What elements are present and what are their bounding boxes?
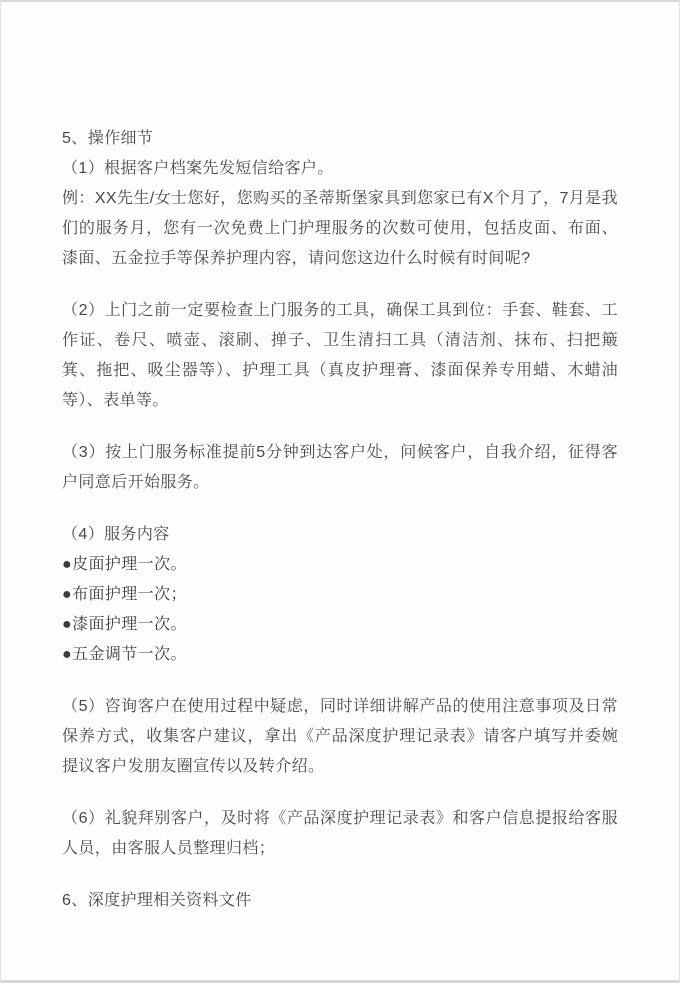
paragraph: （3）按上门服务标准提前5分钟到达客户处，问候客户，自我介绍，征得客户同意后开始服务。 [62, 444, 618, 491]
list-item: ●五金调节一次。 [62, 646, 187, 663]
list-item: ●漆面护理一次。 [62, 616, 187, 633]
paragraph: （2）上门之前一定要检查上门服务的工具，确保工具到位：手套、鞋套、工作证、卷尺、喷壶、滚刷、掸子、卫生清扫工具（清洁剂、抹布、扫把簸箕、拖把、吸尘器等）、护理工具（真皮护理膏、漆面保养专用蜡、木蜡油等）、表单等。 [62, 302, 618, 409]
paragraph: （5）咨询客户在使用过程中疑虑，同时详细讲解产品的使用注意事项及日常保养方式，收集客户建议，拿出《产品深度护理记录表》请客户填写并委婉提议客户发朋友圈宣传以及转介绍。 [62, 698, 618, 775]
section-heading: 6、深度护理相关资料文件 [62, 892, 252, 909]
paragraph: （4）服务内容 [62, 526, 170, 543]
document-body [1, 2, 679, 956]
paragraph: （1）根据客户档案先发短信给客户。 [62, 160, 334, 177]
list-item: ●布面护理一次； [62, 586, 187, 603]
section-heading: 5、操作细节 [62, 130, 154, 147]
list-item: ●皮面护理一次。 [62, 556, 187, 573]
paragraph: 例：XX先生/女士您好，您购买的圣蒂斯堡家具到您家已有X个月了，7月是我们的服务月，您有一次免费上门护理服务的次数可使用，包括皮面、布面、漆面、五金拉手等保养护理内容，请问您这边什么时候有时间呢? [62, 190, 618, 267]
paragraph: （6）礼貌拜别客户，及时将《产品深度护理记录表》和客户信息提报给客服人员，由客服人员整理归档； [62, 810, 618, 857]
